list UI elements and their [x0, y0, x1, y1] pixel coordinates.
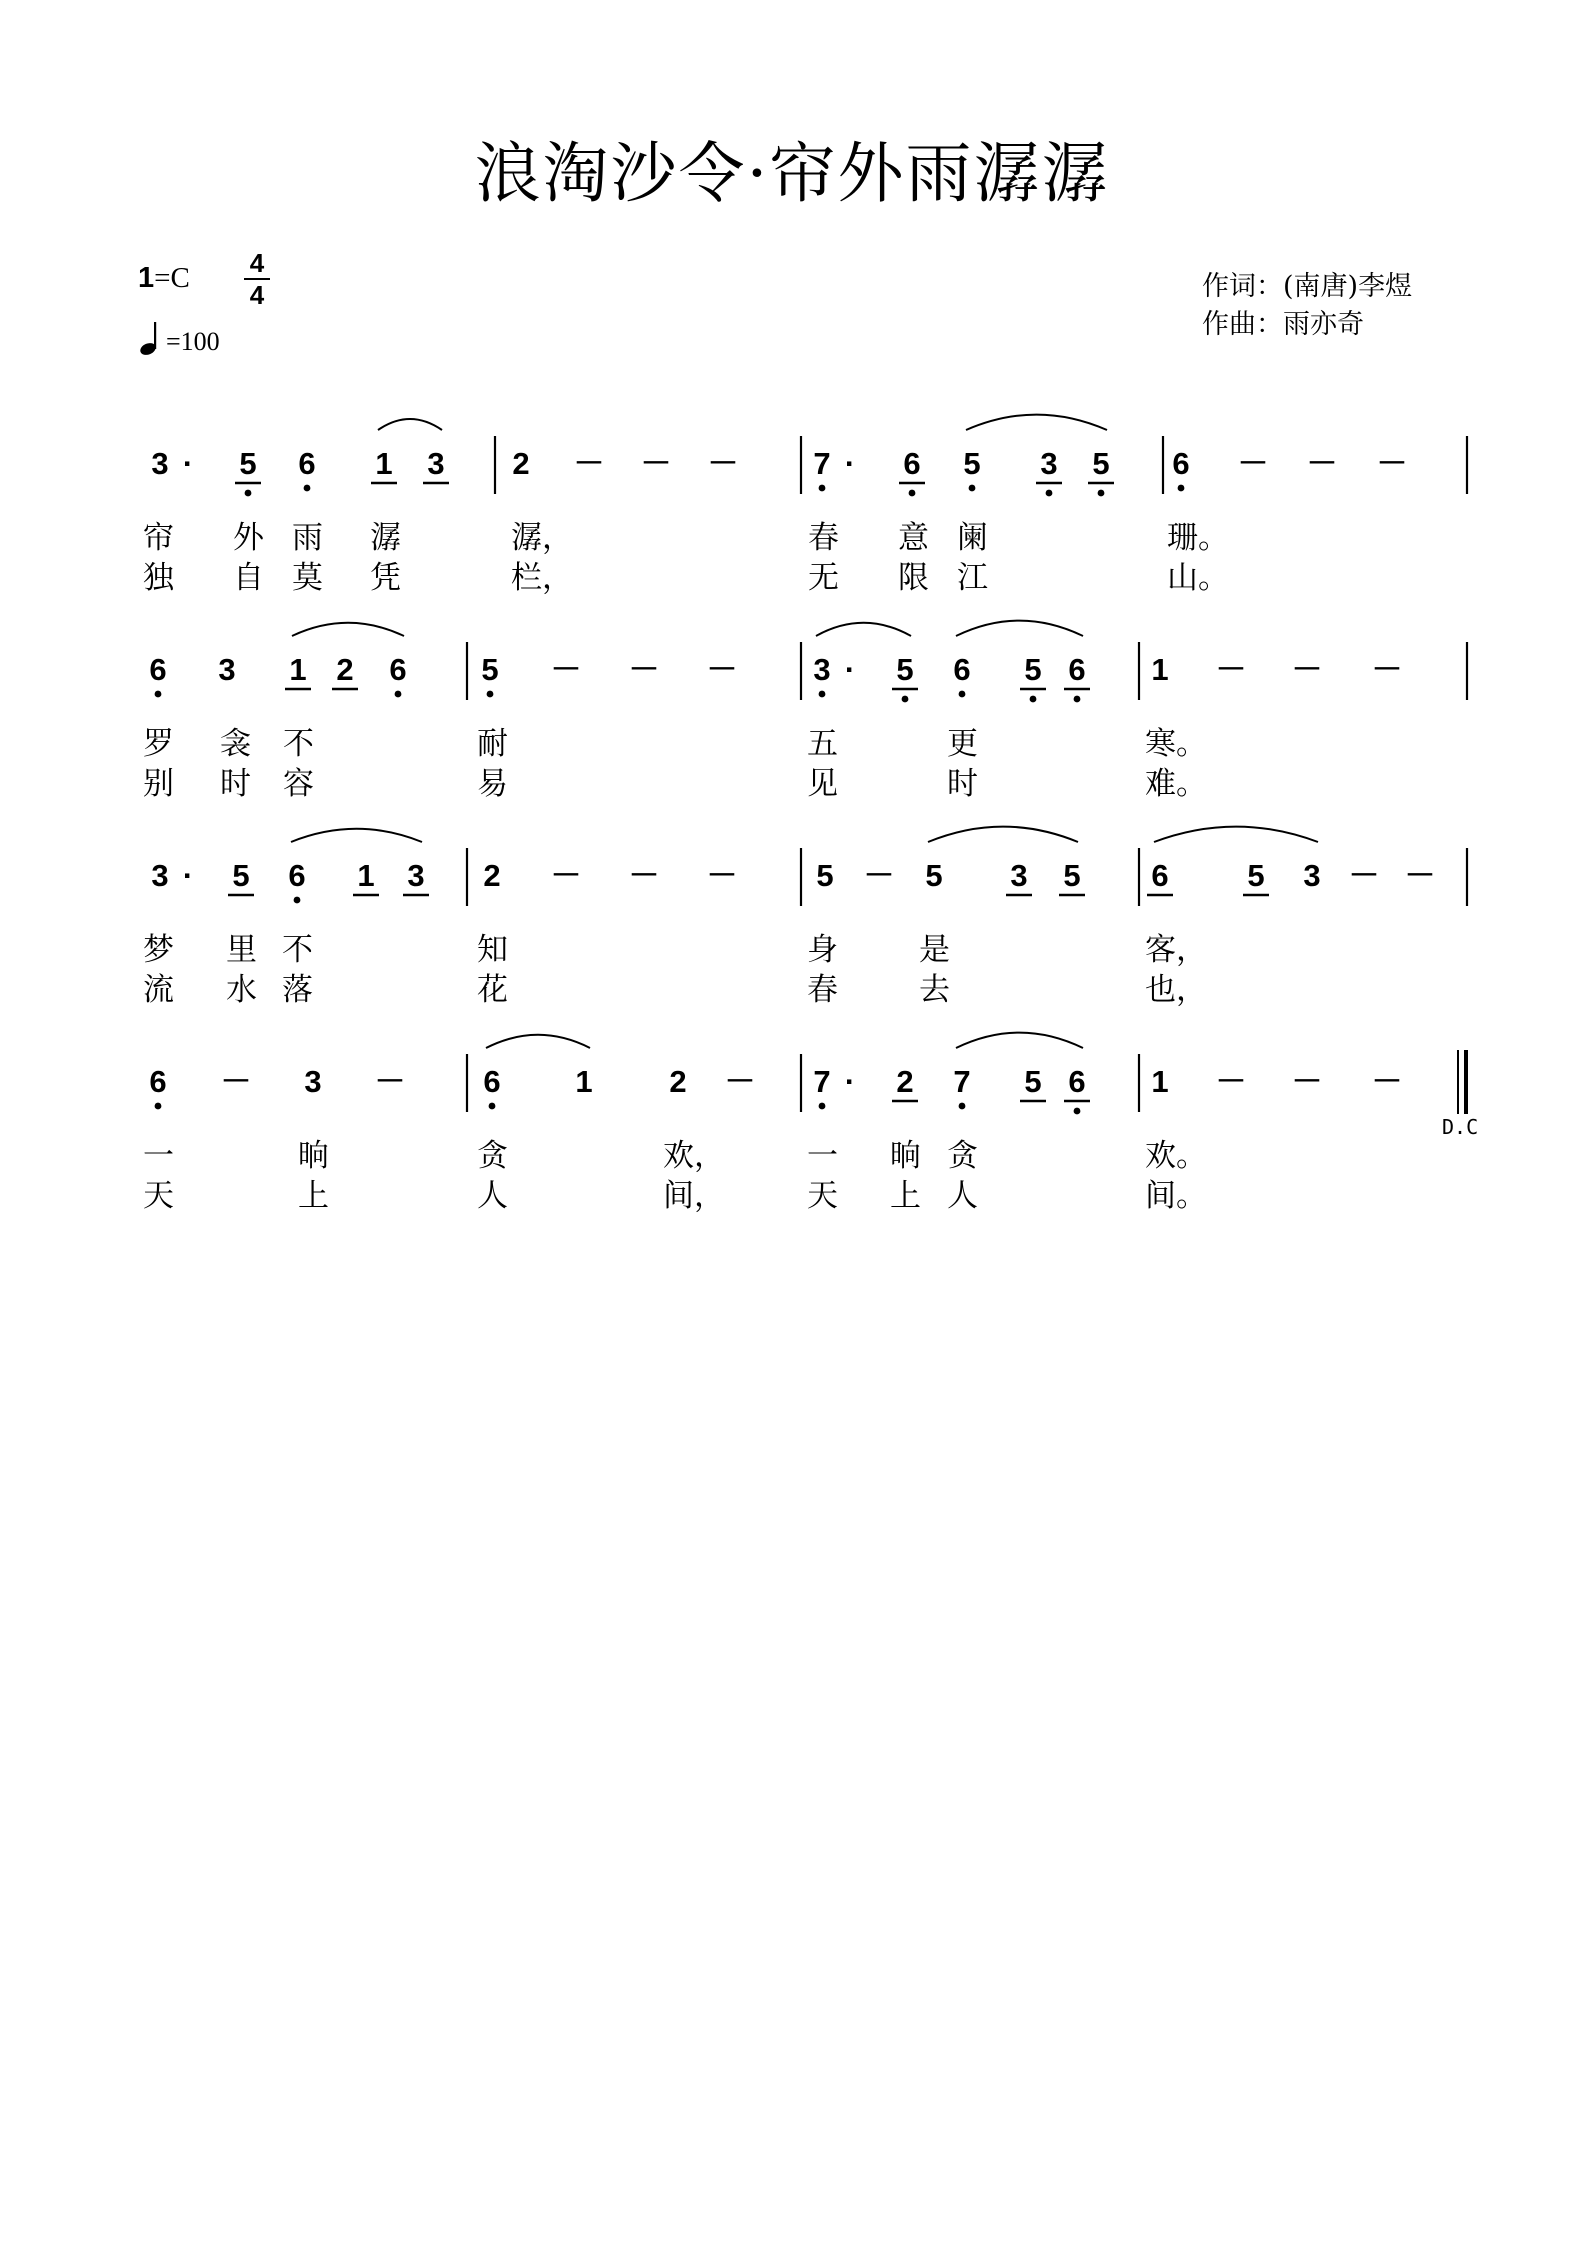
lyric-syllable: 人 — [477, 1178, 508, 1214]
slur — [816, 623, 911, 636]
low-octave-dot — [487, 691, 494, 698]
note: 1 — [1151, 652, 1169, 687]
lyric-syllable: 身 — [807, 932, 838, 968]
note: 5 — [925, 858, 943, 893]
lyric-syllable: 水 — [226, 972, 257, 1008]
note: － — [573, 446, 605, 481]
note: · — [844, 1064, 856, 1099]
lyric-syllable: 贪 — [477, 1138, 508, 1174]
note: 3 — [427, 446, 445, 481]
note: － — [1348, 858, 1380, 893]
low-octave-dot — [819, 691, 826, 698]
note: － — [640, 446, 672, 481]
note: · — [844, 652, 856, 687]
lyric-syllable: 落 — [282, 972, 313, 1008]
note: 3 — [218, 652, 236, 687]
lyric-syllable: 流 — [143, 972, 174, 1008]
tempo-value: =100 — [166, 327, 220, 356]
note: · — [182, 446, 194, 481]
low-octave-dot — [959, 691, 966, 698]
low-octave-dot — [155, 691, 162, 698]
lyric-syllable: 是 — [919, 932, 950, 968]
lyric-syllable: 无 — [808, 560, 839, 596]
lyric-syllable: 凭 — [370, 560, 401, 596]
slur — [928, 827, 1078, 842]
note: 5 — [1247, 858, 1265, 893]
note: － — [220, 1064, 252, 1099]
lyric-syllable: 衾 — [220, 726, 251, 762]
note: － — [628, 858, 660, 893]
lyricist-credit: 作词：(南唐)李煜 — [1202, 271, 1413, 302]
note: － — [707, 446, 739, 481]
note: － — [550, 858, 582, 893]
lyric-syllable: 花 — [477, 972, 508, 1008]
lyric-syllable: 知 — [477, 932, 508, 968]
low-octave-dot — [959, 1103, 966, 1110]
note: 1 — [289, 652, 307, 687]
low-octave-dot — [1030, 696, 1037, 703]
low-octave-dot — [819, 1103, 826, 1110]
lyric-syllable: 潺 — [370, 520, 401, 556]
note: － — [1291, 1064, 1323, 1099]
low-octave-dot — [395, 691, 402, 698]
slur — [966, 415, 1107, 430]
note: 6 — [149, 652, 167, 687]
note: 6 — [149, 1064, 167, 1099]
note: 3 — [151, 446, 169, 481]
low-octave-dot — [969, 485, 976, 492]
slur — [291, 829, 422, 842]
note: 2 — [669, 1064, 687, 1099]
note: 6 — [953, 652, 971, 687]
lyric-syllable: 意 — [898, 520, 929, 556]
low-octave-dot — [909, 490, 916, 497]
lyric-syllable: 更 — [947, 726, 978, 762]
low-octave-dot — [1074, 696, 1081, 703]
note: 5 — [1024, 1064, 1042, 1099]
lyric-syllable: 罗 — [143, 726, 174, 762]
slur — [1154, 827, 1318, 842]
lyric-syllable: 难。 — [1145, 766, 1207, 802]
note: 6 — [1068, 652, 1086, 687]
note: － — [1404, 858, 1436, 893]
note: － — [1237, 446, 1269, 481]
note: － — [628, 652, 660, 687]
note: 5 — [1024, 652, 1042, 687]
low-octave-dot — [1178, 485, 1185, 492]
lyric-syllable: 人 — [947, 1178, 978, 1214]
lyric-syllable: 别 — [143, 766, 174, 802]
note: 5 — [481, 652, 499, 687]
lyric-syllable: 晌 — [890, 1138, 921, 1174]
note: 3 — [1303, 858, 1321, 893]
lyric-syllable: 也， — [1145, 972, 1207, 1008]
lyric-syllable: 容 — [283, 766, 314, 802]
note: 5 — [816, 858, 834, 893]
note: 7 — [813, 446, 831, 481]
note: 6 — [288, 858, 306, 893]
note: － — [863, 858, 895, 893]
note: · — [182, 858, 194, 893]
key-name: C — [170, 262, 190, 294]
lyric-syllable: 不 — [282, 932, 313, 968]
lyric-syllable: 间， — [663, 1178, 725, 1214]
note: 2 — [512, 446, 530, 481]
lyric-syllable: 五 — [807, 726, 838, 762]
note: 3 — [1040, 446, 1058, 481]
note: － — [550, 652, 582, 687]
note: － — [1215, 652, 1247, 687]
lyric-syllable: 限 — [898, 560, 929, 596]
note: 6 — [1172, 446, 1190, 481]
lyric-syllable: 耐 — [477, 726, 508, 762]
lyric-syllable: 天 — [807, 1178, 838, 1214]
dc-mark: D.C — [1442, 1115, 1479, 1139]
note: － — [1371, 652, 1403, 687]
lyric-syllable: 帘 — [143, 520, 174, 556]
note: 6 — [903, 446, 921, 481]
slur — [292, 623, 404, 636]
lyric-syllable: 不 — [283, 726, 314, 762]
lyric-syllable: 阑 — [957, 520, 988, 556]
note: － — [1306, 446, 1338, 481]
note: 7 — [813, 1064, 831, 1099]
lyric-syllable: 自 — [233, 560, 264, 596]
lyric-syllable: 上 — [890, 1178, 921, 1214]
note: 3 — [407, 858, 425, 893]
key-equals: = — [154, 262, 171, 294]
note: 5 — [963, 446, 981, 481]
lyric-syllable: 莫 — [292, 560, 323, 596]
note: 3 — [813, 652, 831, 687]
lyric-syllable: 易 — [477, 766, 508, 802]
note: 1 — [1151, 1064, 1169, 1099]
note: 3 — [151, 858, 169, 893]
song-title: 浪淘沙令·帘外雨潺潺 — [474, 135, 1110, 212]
note: 5 — [896, 652, 914, 687]
note: 5 — [239, 446, 257, 481]
low-octave-dot — [1074, 1108, 1081, 1115]
lyric-syllable: 寒。 — [1145, 726, 1207, 762]
lyric-syllable: 贪 — [947, 1138, 978, 1174]
note: 2 — [336, 652, 354, 687]
lyric-syllable: 雨 — [292, 520, 323, 556]
lyric-syllable: 天 — [143, 1178, 174, 1214]
low-octave-dot — [245, 490, 252, 497]
note: － — [706, 652, 738, 687]
low-octave-dot — [155, 1103, 162, 1110]
note: － — [724, 1064, 756, 1099]
note: 2 — [896, 1064, 914, 1099]
lyric-syllable: 上 — [298, 1178, 329, 1214]
lyric-syllable: 春 — [807, 972, 838, 1008]
lyric-syllable: 晌 — [298, 1138, 329, 1174]
lyric-syllable: 时 — [220, 766, 251, 802]
low-octave-dot — [304, 485, 311, 492]
low-octave-dot — [1098, 490, 1105, 497]
note: － — [374, 1064, 406, 1099]
lyric-syllable: 外 — [233, 520, 264, 556]
lyric-syllable: 江 — [957, 560, 988, 596]
lyric-syllable: 时 — [947, 766, 978, 802]
note: － — [706, 858, 738, 893]
note: 6 — [298, 446, 316, 481]
note: 5 — [1063, 858, 1081, 893]
slur — [378, 419, 442, 430]
time-signature-bottom: 4 — [249, 280, 265, 310]
lyric-syllable: 栏， — [511, 560, 573, 596]
low-octave-dot — [1046, 490, 1053, 497]
low-octave-dot — [294, 897, 301, 904]
slur — [956, 1033, 1083, 1048]
note: － — [1376, 446, 1408, 481]
lyric-syllable: 一 — [807, 1138, 838, 1174]
lyric-syllable: 珊。 — [1167, 520, 1229, 556]
note: 5 — [232, 858, 250, 893]
note: 5 — [1092, 446, 1110, 481]
lyric-syllable: 潺， — [511, 520, 573, 556]
lyric-syllable: 间。 — [1145, 1178, 1207, 1214]
note: － — [1215, 1064, 1247, 1099]
key-tonic: 1 — [138, 262, 155, 294]
low-octave-dot — [489, 1103, 496, 1110]
lyric-syllable: 客， — [1145, 932, 1207, 968]
note: － — [1291, 652, 1323, 687]
note: 7 — [953, 1064, 971, 1099]
note: 3 — [1010, 858, 1028, 893]
lyric-syllable: 欢。 — [1145, 1138, 1207, 1174]
note: 2 — [483, 858, 501, 893]
lyric-syllable: 里 — [226, 932, 257, 968]
lyric-syllable: 一 — [143, 1138, 174, 1174]
lyric-syllable: 春 — [808, 520, 839, 556]
note: 1 — [375, 446, 393, 481]
note: 1 — [357, 858, 375, 893]
note: · — [844, 446, 856, 481]
lyric-syllable: 见 — [807, 766, 838, 802]
note: 6 — [1068, 1064, 1086, 1099]
low-octave-dot — [902, 696, 909, 703]
note: 6 — [483, 1064, 501, 1099]
slur — [486, 1035, 590, 1048]
note: 6 — [389, 652, 407, 687]
lyric-syllable: 山。 — [1167, 560, 1229, 596]
note: 1 — [575, 1064, 593, 1099]
composer-credit: 作曲：雨亦奇 — [1202, 309, 1364, 340]
lyric-syllable: 梦 — [143, 932, 174, 968]
note: － — [1371, 1064, 1403, 1099]
note: 6 — [1151, 858, 1169, 893]
low-octave-dot — [819, 485, 826, 492]
note: 3 — [304, 1064, 322, 1099]
lyric-syllable: 欢， — [663, 1138, 725, 1174]
time-signature-top: 4 — [249, 248, 265, 278]
lyric-syllable: 去 — [919, 972, 950, 1008]
lyric-syllable: 独 — [143, 560, 174, 596]
score-marks — [143, 415, 1478, 1214]
slur — [956, 621, 1083, 636]
